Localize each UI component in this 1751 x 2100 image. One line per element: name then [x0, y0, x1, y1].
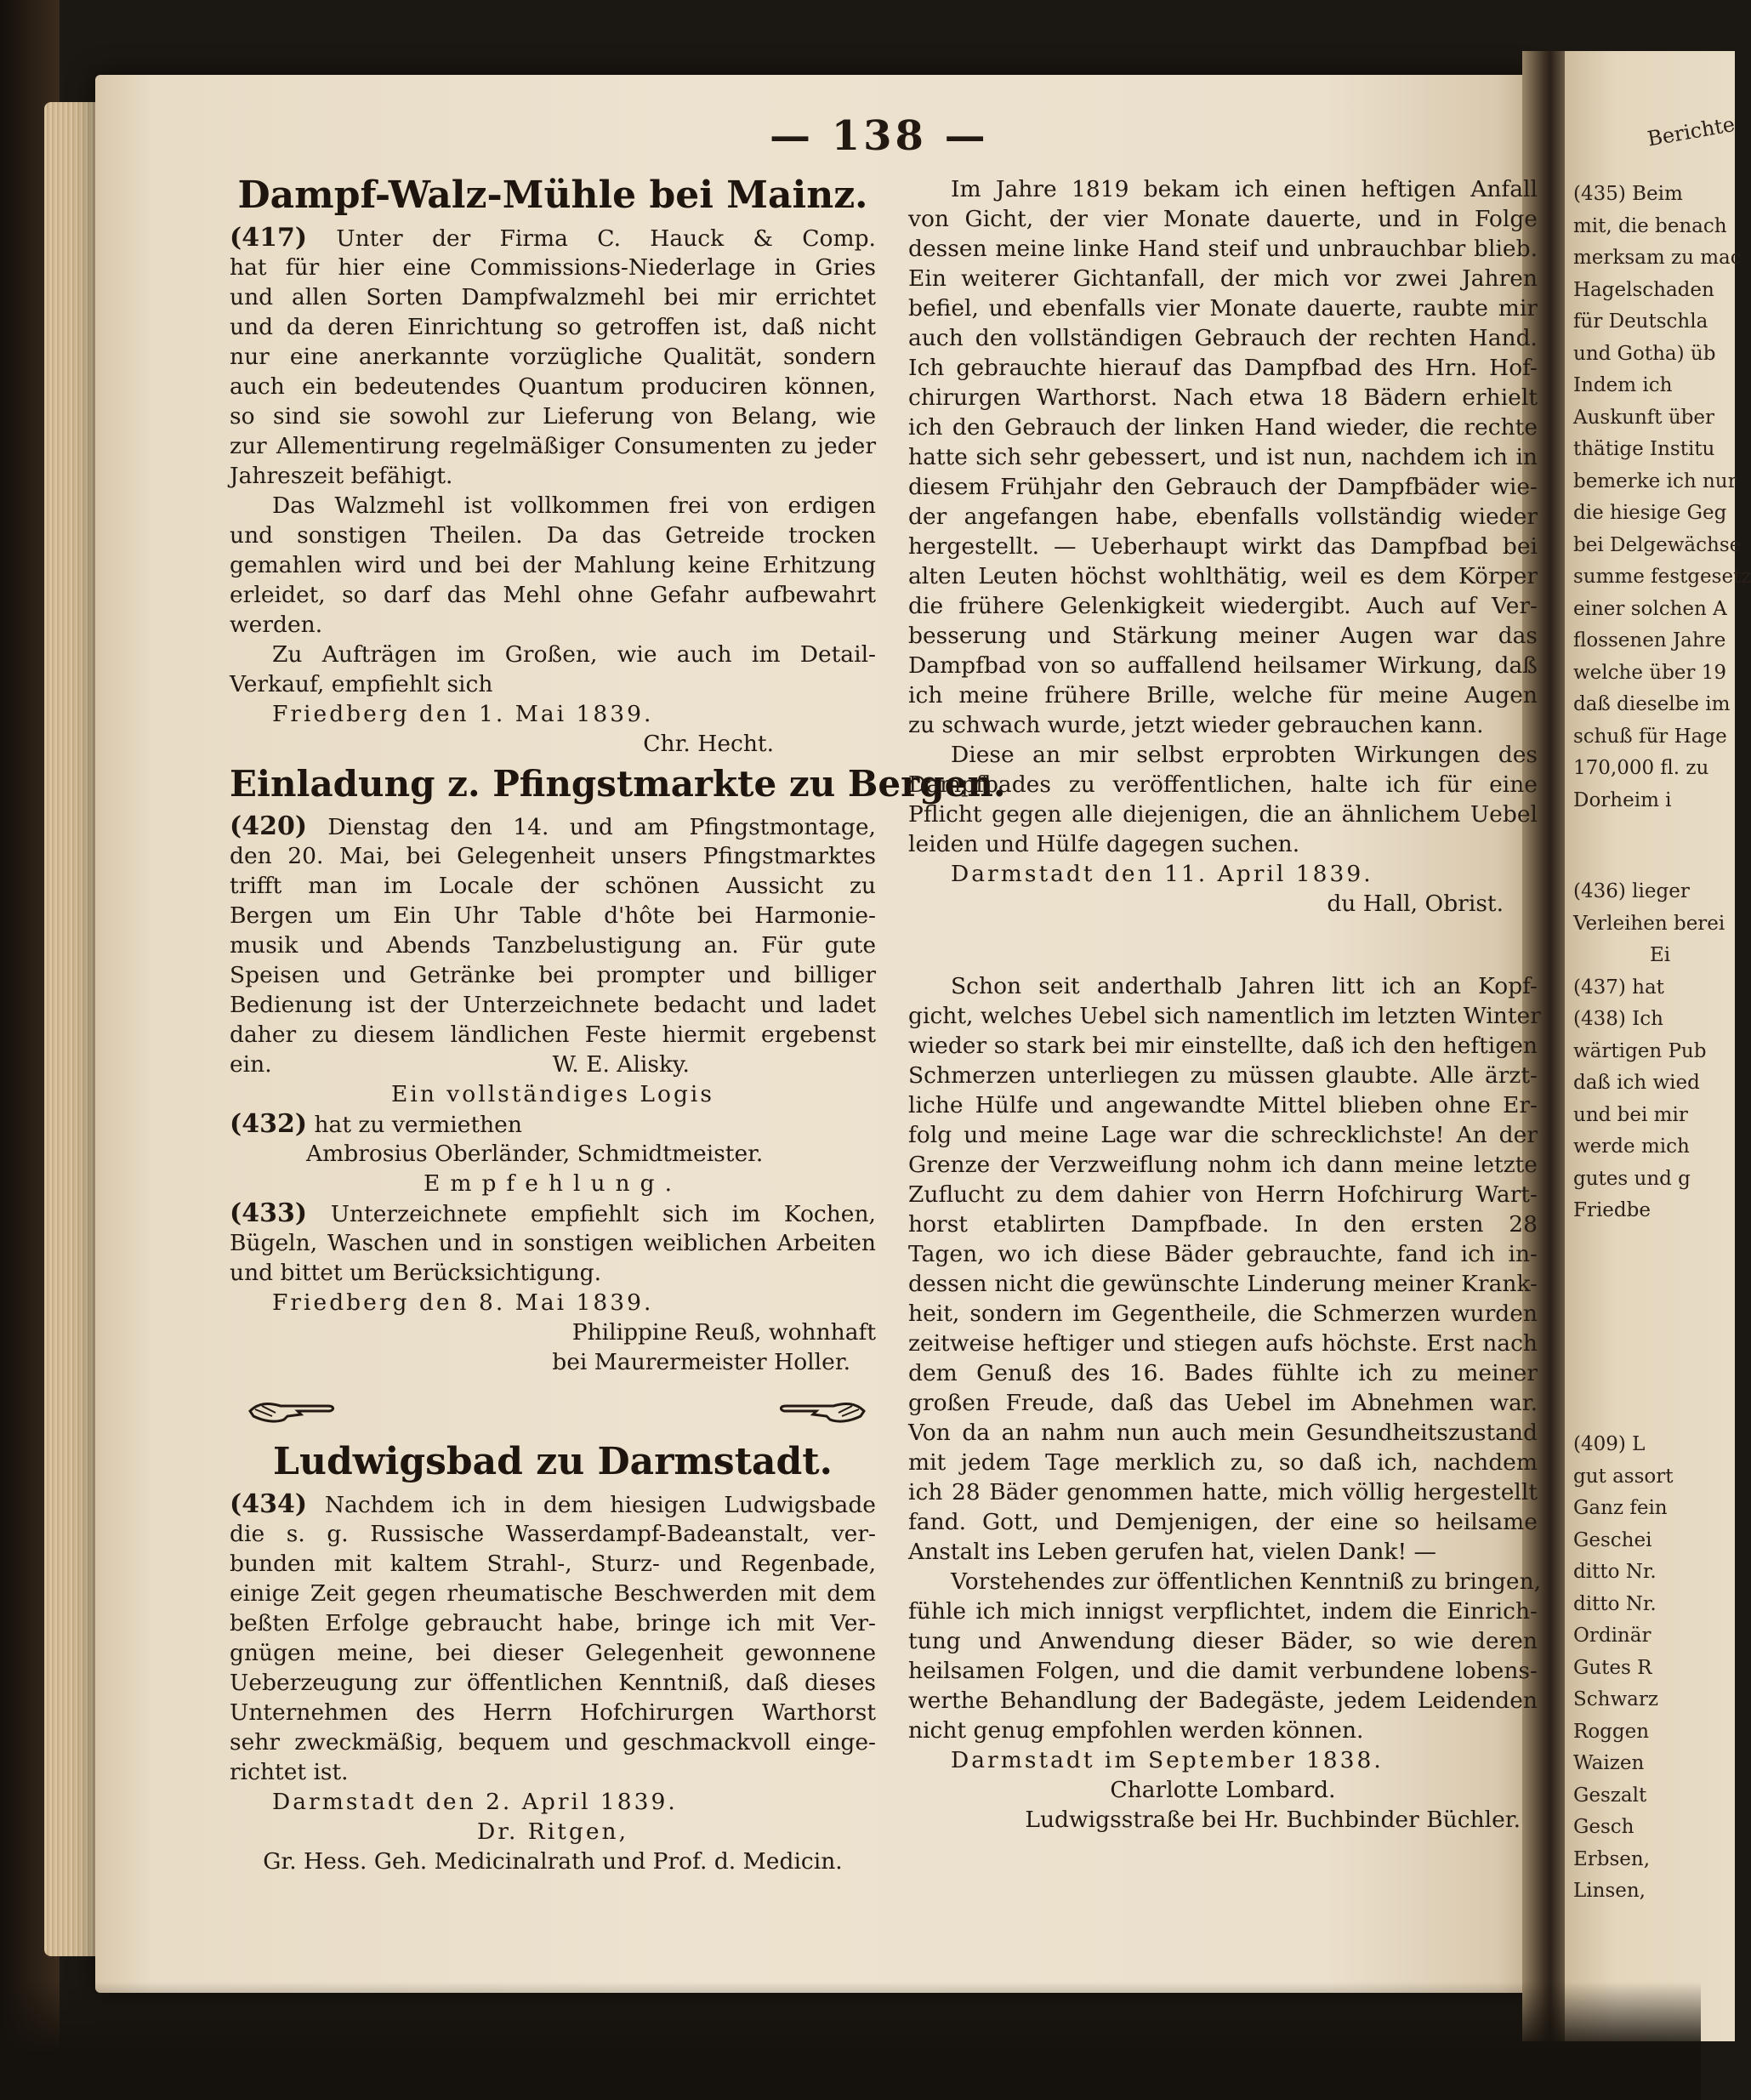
text-line: dem Genuß des 16. Bades fühlte ich zu meiner	[908, 1360, 1538, 1386]
ad-title: Empfehlung.	[424, 1170, 682, 1197]
text-line: chirurgen Warthorst. Nach etwa 18 Bädern erhielt	[908, 384, 1538, 411]
pointing-hands-divider	[230, 1386, 876, 1437]
text-line: gnügen meine, bei dieser Gelegenheit gewonnene	[230, 1640, 876, 1666]
facing-line: thätige Institu	[1573, 438, 1715, 460]
text-line: fühle ich mich innigst verpflichtet, indem die Einrich-	[908, 1598, 1538, 1625]
text-line: hat für hier eine Commissions-Niederlage in Gries	[230, 254, 876, 281]
line-text: ein.	[230, 1051, 272, 1078]
text-line: Ich gebrauchte hierauf das Dampfbad des Hrn. Hof-	[908, 355, 1538, 381]
text-line: beßten Erfolge gebraucht habe, bringe ich mit Ver-	[230, 1610, 876, 1636]
facing-line: 170,000 fl. zu	[1573, 757, 1709, 779]
text-line: zur Allementirung regelmäßiger Consumenten zu jeder	[230, 433, 876, 459]
facing-line: und Gotha) üb	[1573, 342, 1716, 365]
facing-line: Auskunft über	[1573, 406, 1714, 429]
text-line: alten Leuten höchst wohlthätig, weil es dem Körper	[908, 563, 1538, 589]
facing-line: welche über 19	[1573, 661, 1726, 684]
ad-420	[230, 759, 1006, 1079]
facing-line: (437) hat	[1573, 976, 1664, 999]
facing-line: Indem ich	[1573, 374, 1673, 396]
facing-running-head: Berichte	[1646, 111, 1737, 151]
text-line: zeitweise heftiger und stiegen aufs höchste. Erst nach	[908, 1330, 1538, 1357]
date-line: Darmstadt im September 1838.	[951, 1747, 1384, 1773]
line-text: Dienstag den 14. und am Pfingstmontage,	[327, 814, 876, 840]
ad-432	[230, 1079, 876, 1169]
text-line: Zu Aufträgen im Großen, wie auch im Detail-	[272, 641, 876, 668]
text-line: und sonstigen Theilen. Da das Getreide trocken	[230, 522, 876, 549]
facing-line: Erbsen,	[1573, 1847, 1651, 1870]
text-line	[230, 1489, 876, 1519]
text-line: hergestellt. — Ueberhaupt wirkt das Dampfbad bei	[908, 533, 1538, 560]
text-line	[230, 1050, 876, 1079]
ad-heading: Ludwigsbad zu Darmstadt.	[273, 1440, 833, 1483]
signature: W. E. Alisky.	[552, 1051, 690, 1078]
facing-line: bei Delgewächse	[1573, 533, 1742, 556]
text-line	[230, 223, 876, 253]
text-line: tung und Anwendung dieser Bäder, so wie deren	[908, 1628, 1538, 1654]
date-line: Friedberg den 8. Mai 1839.	[272, 1289, 654, 1316]
date-line: Friedberg den 1. Mai 1839.	[272, 701, 654, 727]
text-line: Diese an mir selbst erprobten Wirkungen des	[951, 742, 1538, 768]
text-line: ich den Gebrauch der linken Hand wieder, die rechte	[908, 414, 1538, 441]
facing-line: die hiesige Geg	[1573, 502, 1727, 524]
facing-line: einer solchen A	[1573, 597, 1727, 620]
text-line: horst etablirten Dampfbade. In den ersten 28	[908, 1211, 1538, 1238]
pointing-hand-icon	[774, 1391, 867, 1428]
text-line: nicht genug empfohlen werden können.	[908, 1717, 1364, 1744]
facing-line: wärtigen Pub	[1573, 1039, 1707, 1062]
facing-line: gutes und g	[1573, 1167, 1691, 1190]
text-line: gicht, welches Uebel sich namentlich im letzten Winter	[908, 1003, 1541, 1029]
ad-number: (433)	[230, 1198, 308, 1228]
facing-text-bottom	[1573, 1429, 1674, 1908]
text-line: mit jedem Tage merklich zu, so daß ich, nachdem	[908, 1449, 1538, 1476]
text-line: Speisen und Getränke bei prompter und billiger	[230, 962, 876, 988]
text-line: ich 28 Bäder genommen hatte, mich völlig hergestellt	[908, 1479, 1538, 1505]
text-line: bunden mit kaltem Strahl-, Sturz- und Regenbade,	[230, 1551, 876, 1577]
signature: Philippine Reuß, wohnhaft	[571, 1319, 876, 1346]
bottom-shadow	[0, 1982, 1701, 2100]
text-line: Zuflucht zu dem dahier von Herrn Hofchirurg Wart-	[908, 1181, 1538, 1208]
text-line: fand. Gott, und Demjenigen, der eine so heilsame	[908, 1509, 1538, 1535]
facing-line: Linsen,	[1573, 1880, 1646, 1902]
text-line: heit, sondern im Gegentheile, die Schmerzen wurden	[908, 1300, 1538, 1327]
text-line: Das Walzmehl ist vollkommen frei von erdigen	[272, 492, 876, 519]
facing-line: mit, die benach	[1573, 214, 1727, 237]
ad-number: (434)	[230, 1489, 308, 1519]
text-line: Schon seit anderthalb Jahren litt ich an Kopf-	[951, 973, 1538, 999]
text-line: richtet ist.	[230, 1759, 349, 1785]
text-line: Dampfbades zu veröffentlichen, halte ich für eine	[908, 771, 1538, 798]
text-line: diesem Frühjahr den Gebrauch der Dampfbäder wie-	[908, 474, 1538, 500]
ad-number: (417)	[230, 223, 308, 253]
right-column	[908, 174, 1542, 1835]
ad-number: (432)	[230, 1109, 308, 1139]
signature: Dr. Ritgen,	[476, 1818, 629, 1845]
text-line: die s. g. Russische Wasserdampf-Badeanstalt, ver-	[230, 1521, 876, 1547]
text-line: und bittet um Berücksichtigung.	[230, 1260, 602, 1286]
facing-line: ditto Nr.	[1573, 1561, 1657, 1583]
section-gap	[908, 919, 1538, 971]
text-line: Im Jahre 1819 bekam ich einen heftigen Anfall	[951, 176, 1538, 202]
text-line: werden.	[230, 612, 323, 638]
facing-line: flossenen Jahre	[1573, 629, 1726, 652]
facing-line: Friedbe	[1573, 1199, 1651, 1221]
text-line: auch ein bedeutendes Quantum produciren können,	[230, 373, 876, 400]
text-line: heilsamen Folgen, und die damit verbundene lobens-	[908, 1658, 1538, 1684]
line-text: Unter der Firma C. Hauck & Comp.	[336, 225, 876, 252]
facing-line: bemerke ich nur	[1573, 470, 1737, 492]
text-line: ich meine frühere Brille, welche für meine Augen	[908, 682, 1538, 709]
signature: du Hall, Obrist.	[1327, 891, 1504, 917]
facing-line: werde mich	[1573, 1135, 1690, 1158]
text-line: Tagen, wo ich diese Bäder gebrauchte, fand ich in-	[908, 1241, 1538, 1267]
text-line: folg und meine Lage war die schrecklichste! An der	[908, 1122, 1538, 1148]
text-line	[230, 1109, 876, 1139]
text-line	[230, 1198, 876, 1228]
text-line: einige Zeit gegen rheumatische Beschwerden mit dem	[230, 1580, 876, 1607]
signature: Chr. Hecht.	[643, 731, 774, 757]
text-line: die frühere Gelenkigkeit wiedergibt. Auch auf Ver-	[908, 593, 1538, 619]
text-line: und allen Sorten Dampfwalzmehl bei mir errichtet	[230, 284, 876, 310]
text-line: Dampfbad von so auffallend heilsamer Wirkung, daß	[908, 652, 1538, 679]
text-line: der angefangen habe, ebenfalls vollständig wieder	[908, 504, 1538, 530]
text-line: Verkauf, empfiehlt sich	[230, 671, 493, 697]
text-line: Ein weiterer Gichtanfall, der mich vor zwei Jahren	[908, 265, 1538, 292]
text-line: trifft man im Locale der schönen Aussicht zu	[230, 873, 876, 899]
text-line: von Gicht, der vier Monate dauerte, und in Folge	[908, 206, 1538, 232]
text-line: leiden und Hülfe dagegen suchen.	[908, 831, 1300, 857]
text-line: musik und Abends Tanzbelustigung an. Für gute	[230, 932, 876, 959]
facing-line: Gesch	[1573, 1816, 1634, 1838]
text-line: sehr zweckmäßig, bequem und geschmackvoll einge-	[230, 1729, 876, 1756]
facing-line: (409) L	[1573, 1433, 1646, 1455]
facing-line: Schwarz	[1573, 1688, 1658, 1710]
facing-line: schuß für Hage	[1573, 725, 1727, 748]
ad-title: Ein vollständiges Logis	[391, 1081, 714, 1107]
testimonial-du-hall	[908, 174, 1538, 919]
facing-line: Dorheim i	[1573, 788, 1672, 811]
left-column	[230, 170, 1006, 1876]
ad-number: (420)	[230, 811, 308, 841]
text-line: liche Hülfe und angewandte Mittel blieben ohne Er-	[908, 1092, 1538, 1118]
facing-line: summe festgesetz	[1573, 566, 1751, 588]
text-line: Bergen um Ein Uhr Table d'hôte bei Harmonie-	[230, 902, 876, 929]
page-number: — 138 —	[770, 112, 989, 160]
line-text: hat zu vermiethen	[314, 1112, 522, 1138]
ad-heading: Dampf-Walz-Mühle bei Mainz.	[237, 174, 868, 217]
text-line: großen Freude, daß das Uebel im Abnehmen war.	[908, 1390, 1538, 1416]
facing-line: (435) Beim	[1573, 183, 1683, 205]
text-line: so sind sie sowohl zur Lieferung von Belang, wie	[230, 403, 876, 430]
text-line: Grenze der Verzweiflung nohm ich dann meine letzte	[908, 1152, 1538, 1178]
signature: Charlotte Lombard.	[1110, 1777, 1336, 1803]
text-line: Bedienung ist der Unterzeichnete bedacht und ladet	[230, 992, 876, 1018]
text-line: werthe Behandlung der Badegäste, jedem Leidenden	[908, 1687, 1538, 1714]
text-line: hatte sich sehr gebessert, und ist nun, nachdem ich in	[908, 444, 1538, 470]
text-line: Bügeln, Waschen und in sonstigen weiblichen Arbeiten	[230, 1230, 876, 1256]
pointing-hand-icon	[247, 1391, 340, 1428]
facing-line: gut assort	[1573, 1465, 1674, 1488]
text-line: den 20. Mai, bei Gelegenheit unsers Pfingstmarktes	[230, 843, 876, 869]
text-line: Ueberzeugung zur öffentlichen Kenntniß, daß dieses	[230, 1670, 876, 1696]
text-line: Von da an nahm nun auch mein Gesundheitszustand	[908, 1420, 1538, 1446]
facing-line: Hagelschaden	[1573, 278, 1714, 301]
facing-line: Waizen	[1573, 1752, 1645, 1774]
facing-line: Geszalt	[1573, 1784, 1647, 1807]
text-line: Vorstehendes zur öffentlichen Kenntniß zu bringen,	[951, 1568, 1542, 1595]
facing-line: für Deutschla	[1573, 310, 1708, 333]
ad-417	[230, 170, 876, 759]
text-line: besserung und Stärkung meiner Augen war das	[908, 623, 1538, 649]
text-line: und da deren Einrichtung so getroffen ist, daß nicht	[230, 314, 876, 340]
text-line: nur eine anerkannte vorzügliche Qualität, sondern	[230, 344, 876, 370]
text-line: Unternehmen des Herrn Hofchirurgen Warthorst	[230, 1699, 876, 1726]
text-line: Anstalt ins Leben gerufen hat, vielen Dank! —	[908, 1539, 1437, 1565]
date-line: Darmstadt den 11. April 1839.	[951, 861, 1373, 887]
text-line: wieder so stark bei mir einstellte, daß ich den heftigen	[908, 1033, 1538, 1059]
facing-line: Ordinär	[1573, 1625, 1652, 1647]
line-text: Unterzeichnete empfiehlt sich im Kochen,	[330, 1201, 876, 1227]
signature: Ambrosius Oberländer, Schmidtmeister.	[306, 1141, 764, 1167]
facing-line: Ganz fein	[1573, 1497, 1668, 1519]
facing-text-top	[1573, 179, 1751, 817]
signature-address: bei Maurermeister Holler.	[552, 1349, 850, 1375]
text-line: daher zu diesem ländlichen Feste hiermit ergebenst	[230, 1022, 876, 1048]
text-line: befiel, und ebenfalls vier Monate dauerte, raubte mir	[908, 295, 1538, 322]
facing-line: daß dieselbe im	[1573, 693, 1731, 715]
signature-address: Ludwigsstraße bei Hr. Buchbinder Büchler.	[1025, 1807, 1521, 1833]
facing-line: daß ich wied	[1573, 1072, 1700, 1094]
text-line: Schmerzen unterliegen zu müssen glaubte. Alle ärzt-	[908, 1062, 1538, 1089]
facing-line: Roggen	[1573, 1720, 1650, 1743]
facing-line: und bei mir	[1573, 1103, 1688, 1126]
text-line: Jahreszeit befähigt.	[230, 463, 453, 489]
facing-line: Ei	[1650, 944, 1671, 966]
date-line: Darmstadt den 2. April 1839.	[272, 1789, 678, 1815]
text-line: Pflicht gegen alle diejenigen, die an ähnlichem Uebel	[908, 801, 1538, 828]
ad-434	[230, 1437, 876, 1876]
text-line: dessen meine linke Hand steif und unbrauchbar blieb.	[908, 236, 1538, 262]
ad-433	[230, 1169, 876, 1377]
text-line	[230, 811, 876, 841]
line-text: Nachdem ich in dem hiesigen Ludwigsbade	[324, 1492, 876, 1518]
facing-line: merksam zu mac	[1573, 247, 1742, 269]
facing-line: Verleihen berei	[1573, 912, 1725, 935]
testimonial-lombard	[908, 971, 1542, 1835]
facing-line: Gutes R	[1573, 1656, 1652, 1679]
facing-text-mid	[1573, 876, 1725, 1227]
text-line: gemahlen wird und bei der Mahlung keine Erhitzung	[230, 552, 876, 578]
text-line: erleidet, so darf das Mehl ohne Gefahr aufbewahrt	[230, 582, 876, 608]
facing-line: (438) Ich	[1573, 1008, 1663, 1030]
facing-line: Geschei	[1573, 1528, 1652, 1551]
facing-line: ditto Nr.	[1573, 1592, 1657, 1615]
signature-title: Gr. Hess. Geh. Medicinalrath und Prof. d. Medicin.	[263, 1848, 843, 1875]
facing-line: (436) lieger	[1573, 880, 1690, 902]
text-line: auch den vollständigen Gebrauch der rechten Hand.	[908, 325, 1538, 351]
text-line: dessen nicht die gewünschte Linderung meiner Krank-	[908, 1271, 1538, 1297]
ad-heading: Einladung z. Pfingstmarkte zu Bergen.	[230, 763, 1006, 805]
text-line: zu schwach wurde, jetzt wieder gebrauchen kann.	[908, 712, 1484, 738]
